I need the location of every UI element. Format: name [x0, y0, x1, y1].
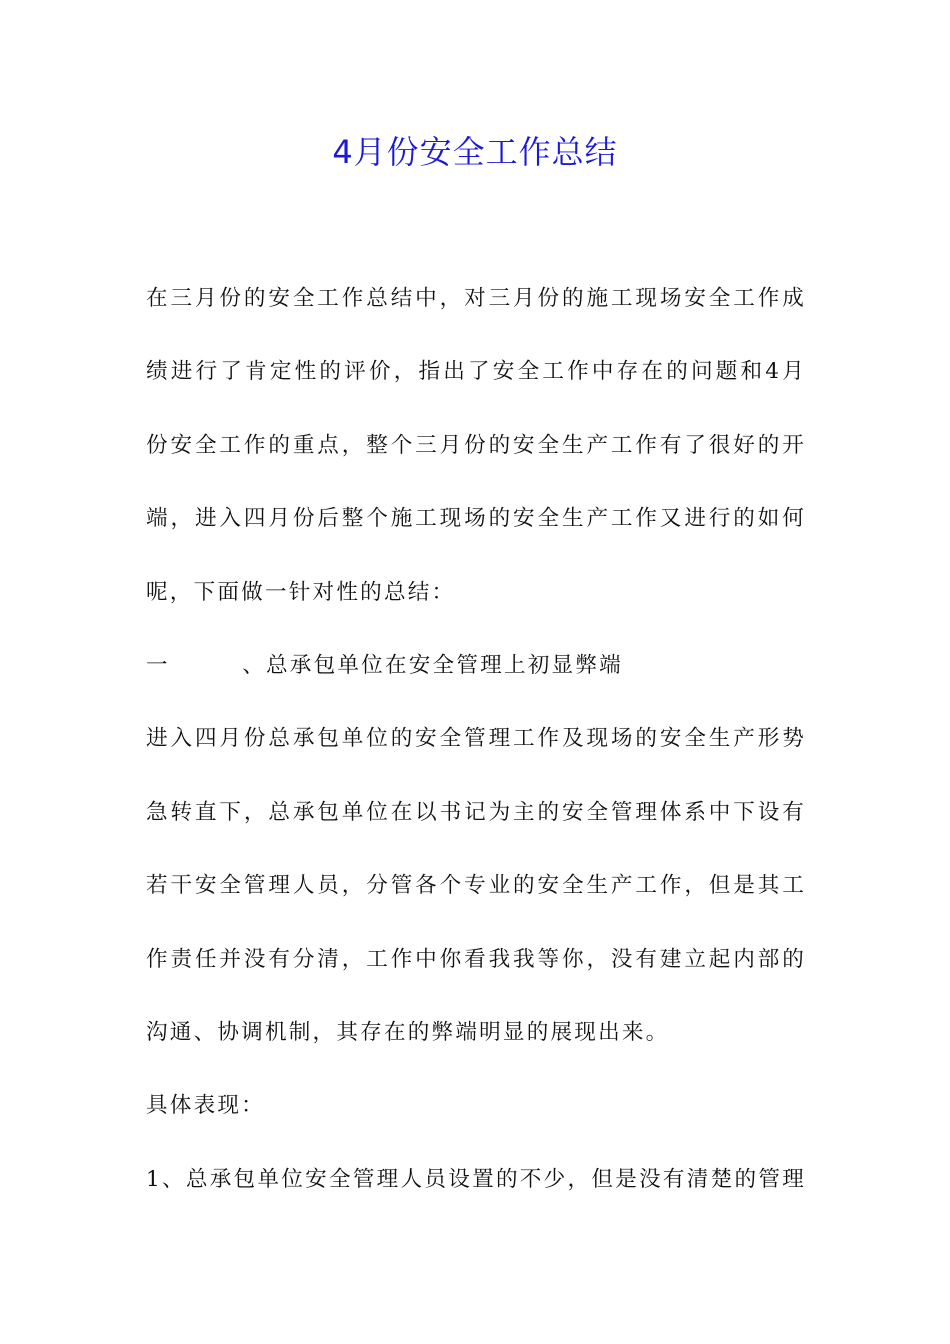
section-line-5: 沟通、协调机制，其存在的弊端明显的展现出来。: [146, 1019, 670, 1045]
section-line-2: 急转直下，总承包单位在以书记为主的安全管理体系中下设有: [146, 799, 806, 825]
item-1-line: 1、总承包单位安全管理人员设置的不少，但是没有清楚的管理: [146, 1166, 806, 1192]
intro-line-1: 在三月份的安全工作总结中，对三月份的施工现场安全工作成: [146, 286, 806, 311]
intro-line-4: 端，进入四月份后整个施工现场的安全生产工作又进行的如何: [146, 506, 806, 532]
document-body: [146, 262, 806, 1216]
section-line-4: 作责任并没有分清，工作中你看我我等你，没有建立起内部的: [146, 946, 806, 972]
section-line-3: 若干安全管理人员，分管各个专业的安全生产工作，但是其工: [146, 873, 806, 899]
intro-line-2: 绩进行了肯定性的评价，指出了安全工作中存在的问题和4月: [146, 359, 806, 385]
details-label: 具体表现：: [146, 1093, 265, 1119]
intro-line-5: 呢，下面做一针对性的总结：: [146, 579, 456, 605]
document-title: 4月份安全工作总结: [332, 133, 618, 171]
section-line-1: 进入四月份总承包单位的安全管理工作及现场的安全生产形势: [146, 726, 806, 752]
section-heading: [146, 629, 806, 702]
section-heading-text: 总承包单位在安全管理上初显弊端: [266, 652, 623, 678]
intro-line-3: 份安全工作的重点，整个三月份的安全生产工作有了很好的开: [146, 432, 806, 458]
section-number: 一、: [146, 652, 266, 678]
